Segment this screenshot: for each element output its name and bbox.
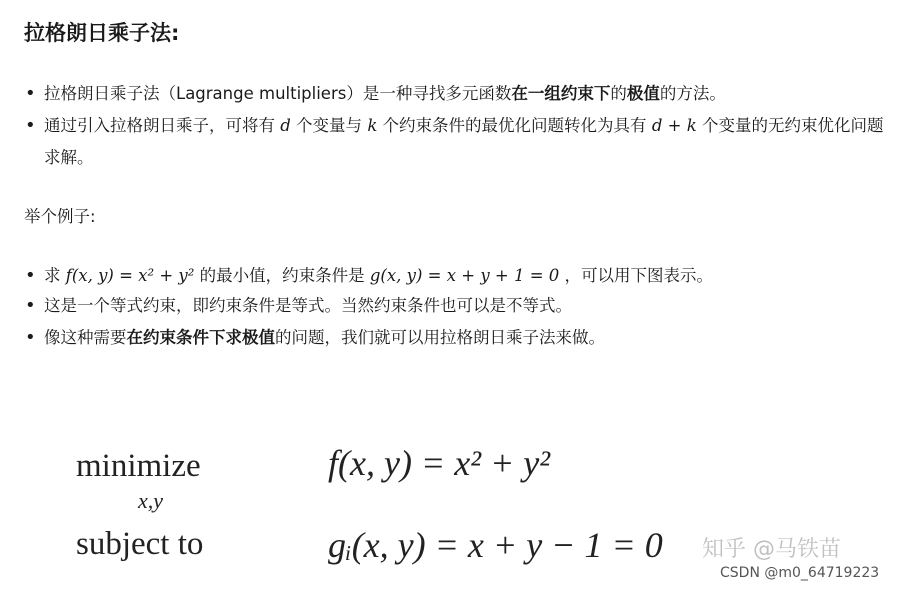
page-title: 拉格朗日乘子法: [24,21,180,45]
list-item [24,78,894,110]
bold-text: 在约束条件下求极值 [126,328,275,347]
math-inline: k [367,116,378,135]
intro-text: 拉格朗日乘子法（Lagrange multipliers）是一种寻找多元函数 [44,84,512,103]
intro-text: 的 [610,84,627,103]
minimize-label: minimize [76,448,201,484]
example-list [24,262,894,354]
intro-text: 个变量与 [290,116,368,135]
constraint-text: gᵢ(x, y) = x + y − 1 = 0 [328,525,663,565]
intro-text: 通过引入拉格朗日乘子，可将有 [44,116,281,135]
intro-text: 个变量的无约束优化问题求解。 [44,116,884,167]
math-inline: d + k [651,116,697,135]
example-text: 求 [44,266,66,285]
bold-text: 在一组约束下 [511,84,611,103]
intro-text: 个约束条件的最优化问题转化为具有 [377,116,652,135]
example-text: 的最小值，约束条件是 [194,266,370,285]
intro-text: 的方法。 [659,84,726,103]
list-item [24,322,894,354]
formula-image [60,430,780,591]
math-inline: f(x, y) = x² + y² [65,266,195,285]
objective-function [328,442,550,484]
example-text: 像这种需要 [44,328,127,347]
list-item [24,290,894,322]
example-label: 举个例子: [24,207,96,226]
objective-text: f(x, y) = x² + y² [328,443,551,483]
intro-list [24,78,894,174]
constraint-function [328,524,663,566]
watermark-text: 知乎 @马铁苗 [702,537,841,562]
source-credit: CSDN @m0_64719223 [720,565,880,581]
math-inline: d [280,116,291,135]
list-item [24,262,894,290]
watermark [702,532,841,563]
example-text: ，可以用下图表示。 [559,266,714,285]
example-text: 这是一个等式约束，即约束条件是等式。当然约束条件也可以是不等式。 [44,296,572,315]
subject-to-label: subject to [76,526,204,562]
math-inline: g(x, y) = x + y + 1 = 0 [369,266,560,285]
list-item [24,110,894,174]
bold-text: 极值 [626,84,660,103]
minimize-variables: x,y [138,488,164,513]
example-text: 的问题，我们就可以用拉格朗日乘子法来做。 [275,328,605,347]
